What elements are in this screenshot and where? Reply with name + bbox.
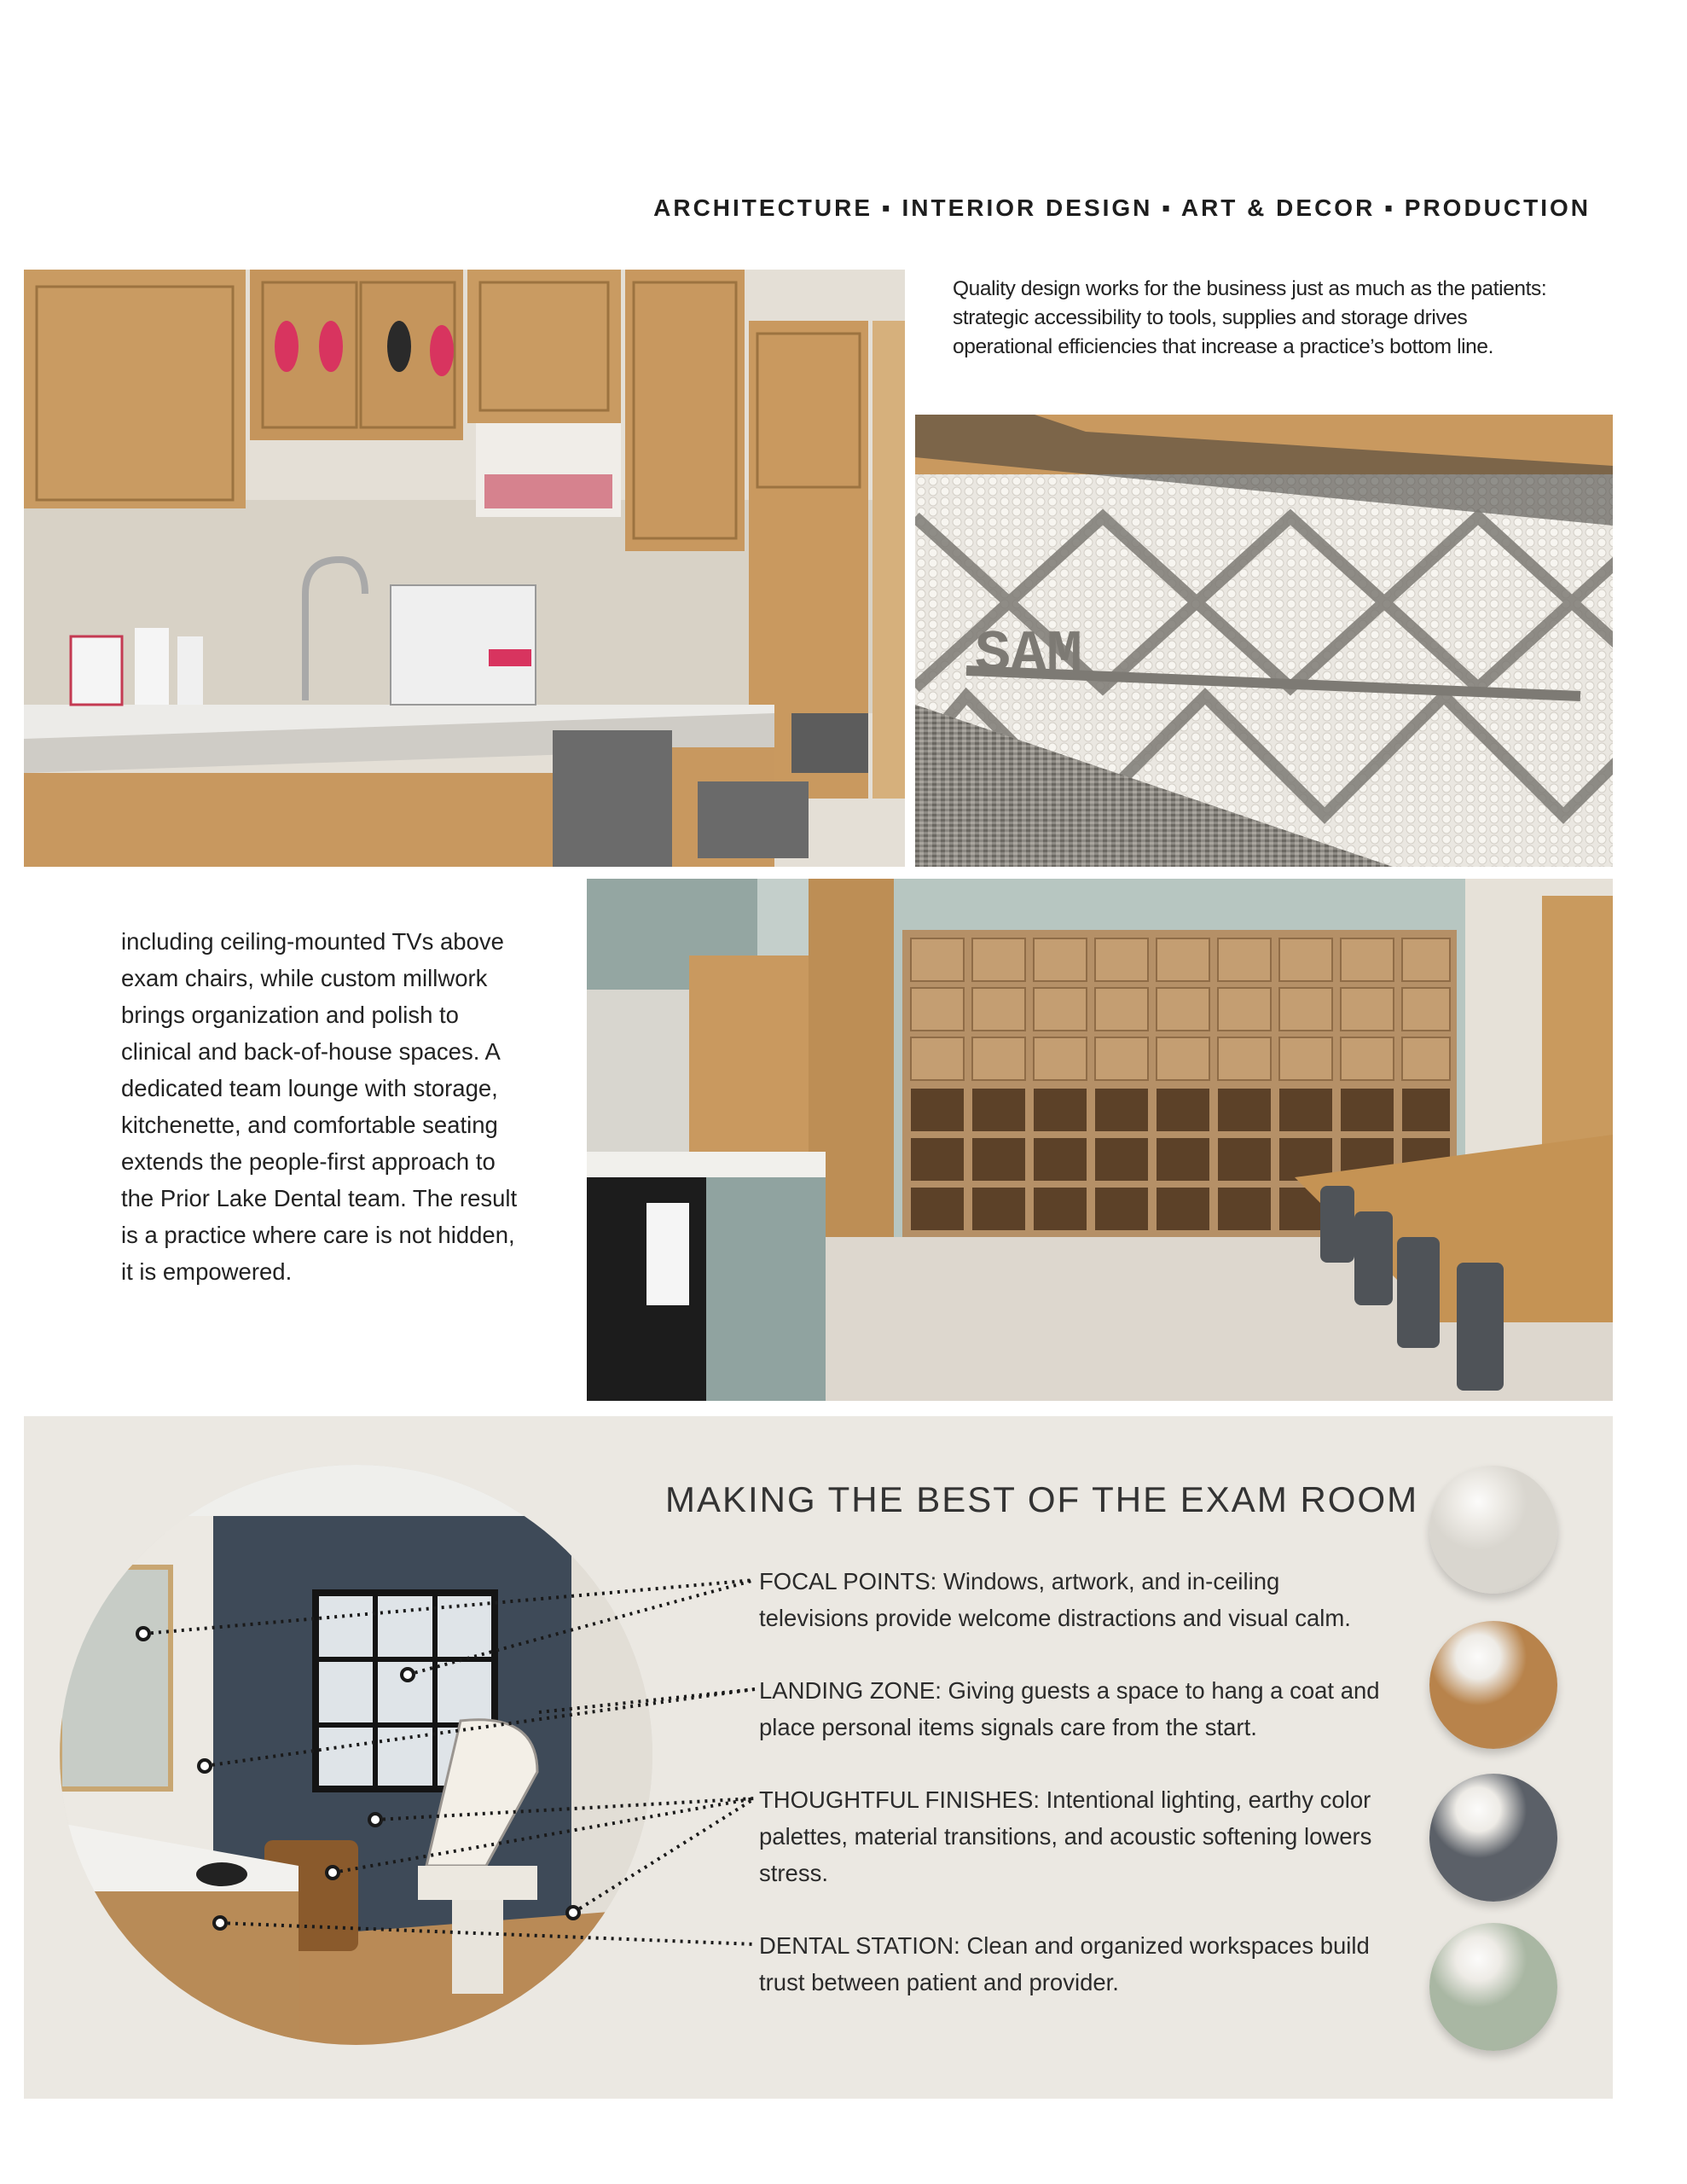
- lab-cabinets-photo: [24, 270, 905, 867]
- paint-swatch-ochre: [1429, 1621, 1557, 1749]
- body-paragraph: including ceiling-mounted TVs above exam chairs, while custom millwork brings organization and polish to clinical and back-of-house spaces. A dedicated team lounge with storage, kitchenette, and comfortable seating extends the people-first approach to the Prior Lake Dental team. The result is a practice where care is not hidden, it is empowered.: [121, 928, 518, 1285]
- paint-swatch-slate: [1429, 1774, 1557, 1902]
- focal-points-item: FOCAL POINTS: Windows, artwork, and in-ceiling televisions provide welcome distractions and visual calm.: [759, 1568, 1351, 1631]
- team-lounge-photo: [587, 879, 1613, 1401]
- hex-tile-floor-photo: [915, 415, 1613, 867]
- photo-caption: Quality design works for the business just as much as the patients: strategic accessibility to tools, supplies and storage drives operational efficiencies that increase a practice’s bottom line.: [953, 277, 1547, 358]
- exam-section-title: MAKING THE BEST OF THE EXAM ROOM: [665, 1479, 1419, 1519]
- exam-room-circle-photo: [60, 1465, 652, 2045]
- thoughtful-finishes-item: THOUGHTFUL FINISHES: Intentional lighting, earthy color palettes, material transitions, and acoustic softening lowers stress.: [759, 1786, 1372, 1886]
- section-header: ARCHITECTURE ▪ INTERIOR DESIGN ▪ ART & DECOR ▪ PRODUCTION: [653, 195, 1591, 221]
- paint-swatch-light-gray: [1429, 1466, 1557, 1594]
- landing-zone-item: LANDING ZONE: Giving guests a space to hang a coat and place personal items signals care from the start.: [759, 1677, 1380, 1740]
- paint-swatch-sage: [1429, 1923, 1557, 2051]
- dental-station-item: DENTAL STATION: Clean and organized workspaces build trust between patient and provider.: [759, 1932, 1370, 1995]
- tile-lettering-text: SAM: [975, 622, 1083, 689]
